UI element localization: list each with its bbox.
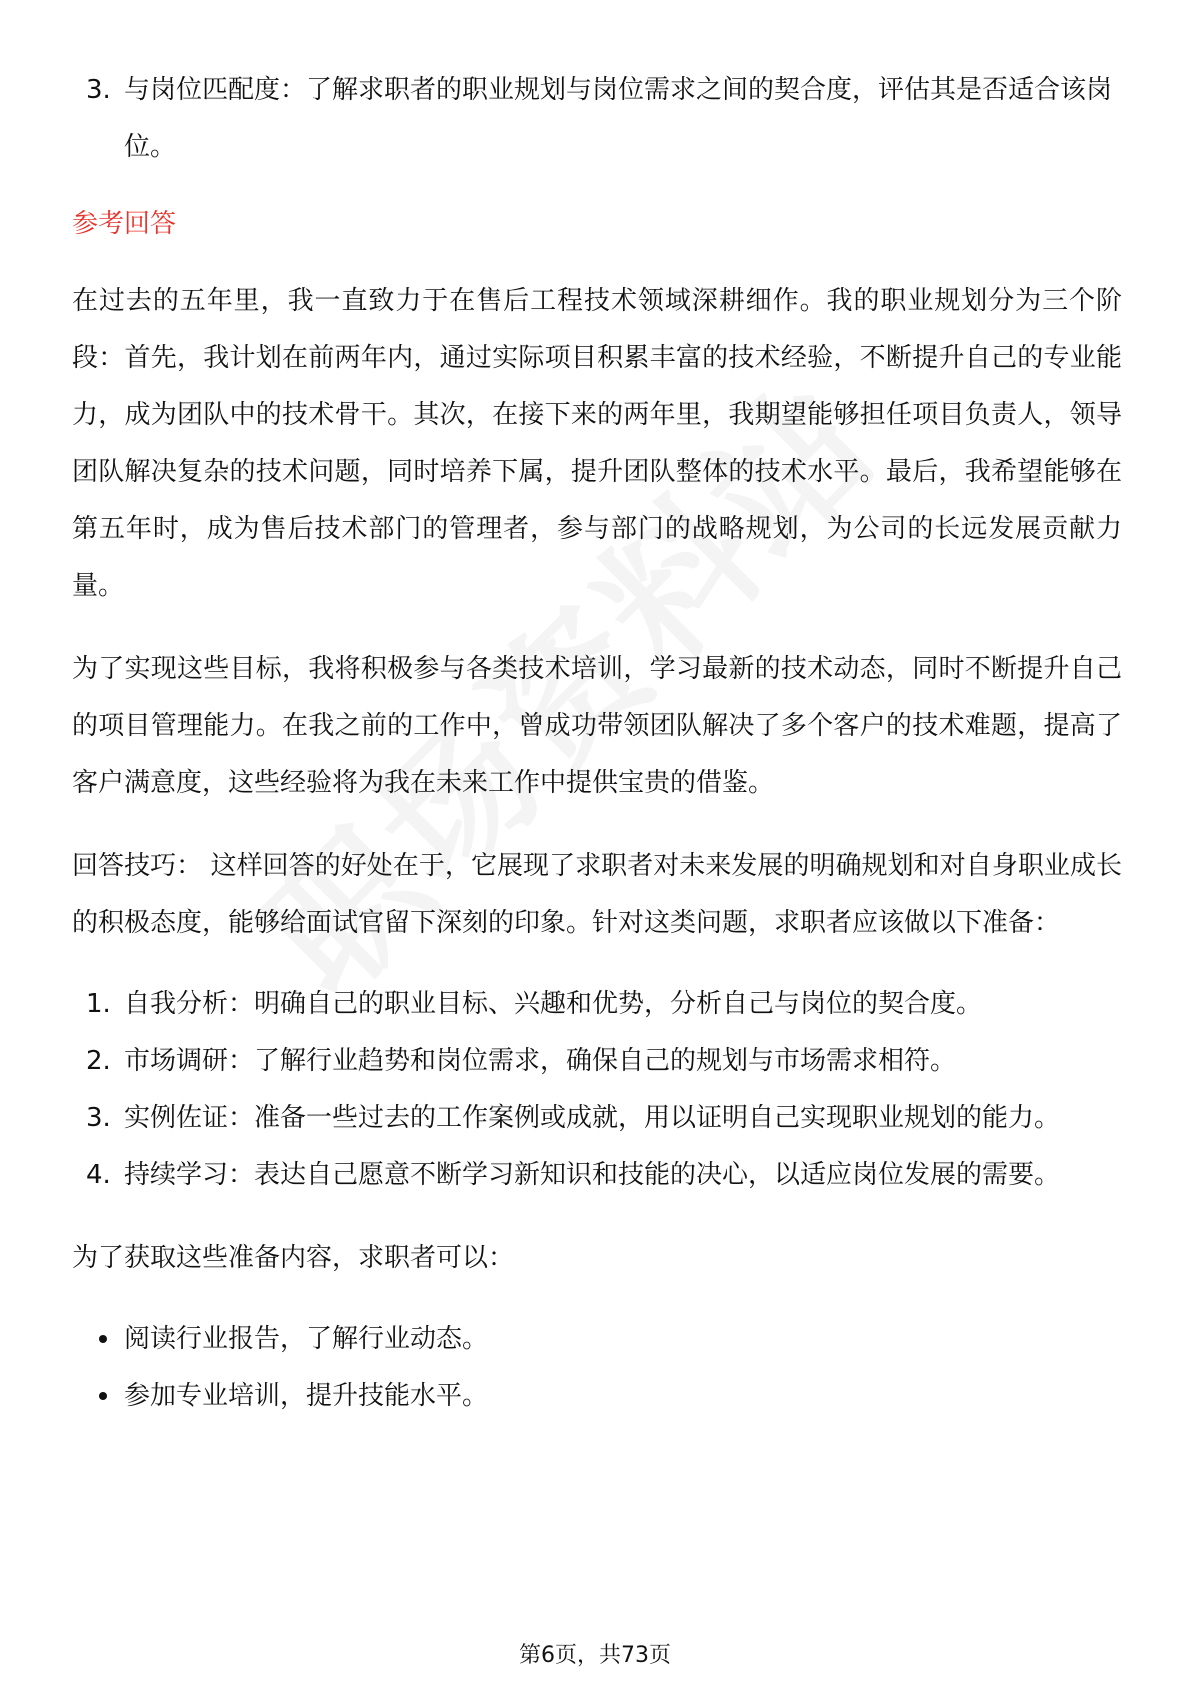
list-item [72, 62, 1122, 176]
bullet-dot-icon [99, 1392, 107, 1400]
list-item-text: 自我分析：明确自己的职业目标、兴趣和优势，分析自己与岗位的契合度。 [124, 989, 983, 1019]
bullet-text: 参加专业培训，提升技能水平。 [124, 1381, 489, 1411]
list-item-text: 持续学习：表达自己愿意不断学习新知识和技能的决心，以适应岗位发展的需要。 [124, 1160, 1061, 1190]
answer-tips-paragraph: 回答技巧： 这样回答的好处在于，它展现了求职者对未来发展的明确规划和对自身职业成长的积极态度，能够给面试官留下深刻的印象。针对这类问题，求职者应该做以下准备： [72, 851, 1122, 938]
preparation-list [72, 976, 1122, 1204]
list-number: 3. [86, 75, 111, 105]
list-number: 4. [86, 1160, 111, 1190]
bullet-item [72, 1311, 1122, 1368]
list-number: 1. [86, 989, 111, 1019]
list-item [72, 1090, 1122, 1147]
list-item-text: 与岗位匹配度：了解求职者的职业规划与岗位需求之间的契合度，评估其是否适合该岗位。 [124, 75, 1113, 162]
list-number: 3. [86, 1103, 111, 1133]
paragraph: 为了实现这些目标，我将积极参与各类技术培训，学习最新的技术动态，同时不断提升自己的项目管理能力。在我之前的工作中，曾成功带领团队解决了多个客户的技术难题，提高了客户满意度，这些经验将为我在未来工作中提供宝贵的借鉴。 [72, 654, 1122, 798]
list-number: 2. [86, 1046, 111, 1076]
list-item [72, 976, 1122, 1033]
list-item-text: 实例佐证：准备一些过去的工作案例或成就，用以证明自己实现职业规划的能力。 [124, 1103, 1061, 1133]
page-footer: 第6页，共73页 [519, 1643, 671, 1668]
list-item-text: 市场调研：了解行业趋势和岗位需求，确保自己的规划与市场需求相符。 [124, 1046, 957, 1076]
paragraph: 为了获取这些准备内容，求职者可以： [72, 1243, 515, 1273]
bullet-text: 阅读行业报告，了解行业动态。 [124, 1324, 489, 1354]
section-heading: 参考回答 [72, 209, 177, 239]
bullet-list [72, 1311, 1122, 1425]
list-item [72, 1033, 1122, 1090]
page-content [72, 62, 1122, 1425]
paragraph: 在过去的五年里，我一直致力于在售后工程技术领域深耕细作。我的职业规划分为三个阶段：首先，我计划在前两年内，通过实际项目积累丰富的技术经验，不断提升自己的专业能力，成为团队中的技术骨干。其次，在接下来的两年里，我期望能够担任项目负责人，领导团队解决复杂的技术问题，同时培养下属，提升团队整体的技术水平。最后，我希望能够在第五年时，成为售后技术部门的管理者，参与部门的战略规划，为公司的长远发展贡献力量。 [72, 286, 1122, 601]
list-item [72, 1147, 1122, 1204]
bullet-item [72, 1368, 1122, 1425]
bullet-dot-icon [99, 1335, 107, 1343]
criteria-list [72, 62, 1122, 176]
